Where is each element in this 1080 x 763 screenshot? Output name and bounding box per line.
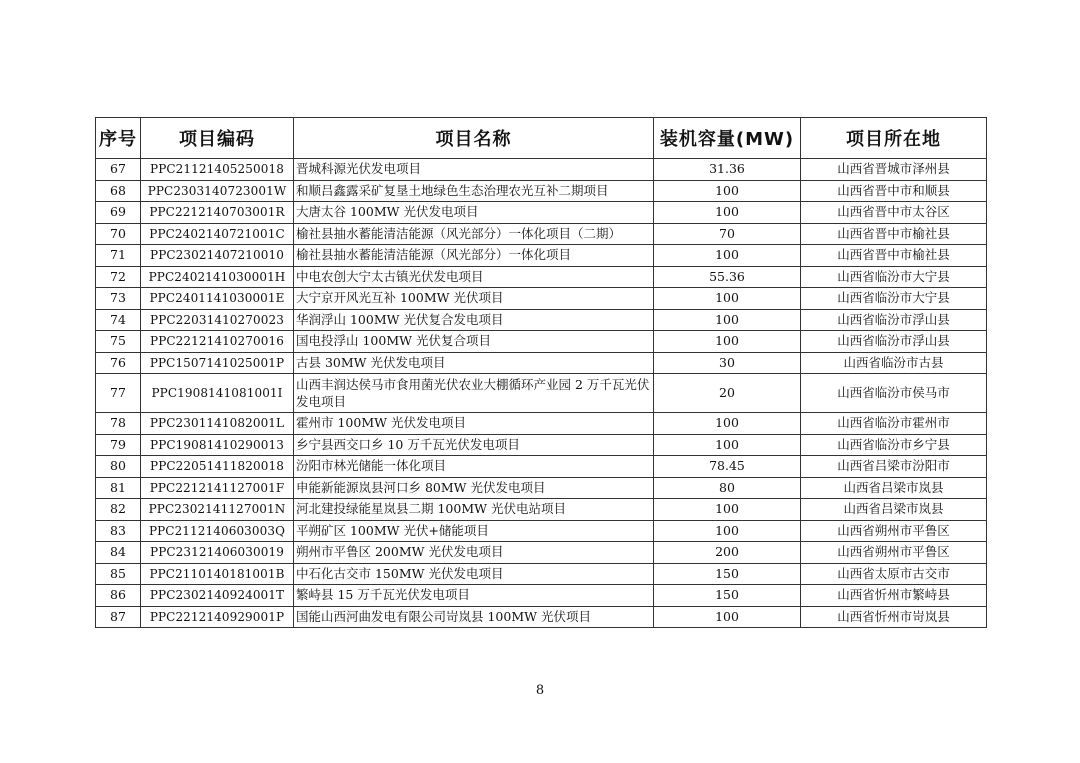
project-code: PPC21121405250018 bbox=[141, 159, 294, 181]
table-row bbox=[96, 309, 987, 331]
row-index: 71 bbox=[96, 245, 141, 267]
row-index: 68 bbox=[96, 180, 141, 202]
capacity: 100 bbox=[654, 288, 801, 310]
project-code: PPC2112140603003Q bbox=[141, 520, 294, 542]
capacity: 78.45 bbox=[654, 456, 801, 478]
project-name: 和顺吕鑫露采矿复垦土地绿色生态治理农光互补二期项目 bbox=[294, 180, 654, 202]
location: 山西省忻州市岢岚县 bbox=[801, 606, 987, 628]
project-code: PPC2401141030001E bbox=[141, 288, 294, 310]
table-row bbox=[96, 223, 987, 245]
row-index: 76 bbox=[96, 352, 141, 374]
capacity: 150 bbox=[654, 563, 801, 585]
project-name: 华润浮山 100MW 光伏复合发电项目 bbox=[294, 309, 654, 331]
project-code: PPC2212140929001P bbox=[141, 606, 294, 628]
table-row bbox=[96, 413, 987, 435]
location: 山西省朔州市平鲁区 bbox=[801, 542, 987, 564]
table-row bbox=[96, 606, 987, 628]
location: 山西省晋城市泽州县 bbox=[801, 159, 987, 181]
capacity: 100 bbox=[654, 606, 801, 628]
capacity: 100 bbox=[654, 309, 801, 331]
capacity: 55.36 bbox=[654, 266, 801, 288]
project-name: 大唐太谷 100MW 光伏发电项目 bbox=[294, 202, 654, 224]
location: 山西省临汾市大宁县 bbox=[801, 266, 987, 288]
project-code: PPC2303140723001W bbox=[141, 180, 294, 202]
table-row bbox=[96, 520, 987, 542]
location: 山西省临汾市侯马市 bbox=[801, 374, 987, 413]
capacity: 100 bbox=[654, 434, 801, 456]
project-table bbox=[95, 117, 987, 628]
project-name: 国电投浮山 100MW 光伏复合项目 bbox=[294, 331, 654, 353]
table-row bbox=[96, 542, 987, 564]
location: 山西省临汾市古县 bbox=[801, 352, 987, 374]
table-row bbox=[96, 288, 987, 310]
project-code: PPC2402141030001H bbox=[141, 266, 294, 288]
project-name: 中石化古交市 150MW 光伏发电项目 bbox=[294, 563, 654, 585]
location: 山西省临汾市浮山县 bbox=[801, 331, 987, 353]
row-index: 87 bbox=[96, 606, 141, 628]
capacity: 100 bbox=[654, 202, 801, 224]
location: 山西省晋中市榆社县 bbox=[801, 245, 987, 267]
project-code: PPC2302141127001N bbox=[141, 499, 294, 521]
project-code: PPC23121406030019 bbox=[141, 542, 294, 564]
project-code: PPC1507141025001P bbox=[141, 352, 294, 374]
table-row bbox=[96, 245, 987, 267]
row-index: 72 bbox=[96, 266, 141, 288]
row-index: 86 bbox=[96, 585, 141, 607]
capacity: 100 bbox=[654, 413, 801, 435]
project-name: 朔州市平鲁区 200MW 光伏发电项目 bbox=[294, 542, 654, 564]
project-name: 汾阳市林光储能一体化项目 bbox=[294, 456, 654, 478]
project-code: PPC19081410290013 bbox=[141, 434, 294, 456]
table-row bbox=[96, 202, 987, 224]
project-code: PPC23021407210010 bbox=[141, 245, 294, 267]
project-name: 山西丰润达侯马市食用菌光伏农业大棚循环产业园 2 万千瓦光伏发电项目 bbox=[294, 374, 654, 413]
project-code: PPC2302140924001T bbox=[141, 585, 294, 607]
capacity: 70 bbox=[654, 223, 801, 245]
capacity: 100 bbox=[654, 520, 801, 542]
location: 山西省晋中市太谷区 bbox=[801, 202, 987, 224]
row-index: 82 bbox=[96, 499, 141, 521]
table-row bbox=[96, 331, 987, 353]
capacity: 100 bbox=[654, 245, 801, 267]
project-name: 河北建投绿能星岚县二期 100MW 光伏电站项目 bbox=[294, 499, 654, 521]
project-code: PPC2212140703001R bbox=[141, 202, 294, 224]
location: 山西省晋中市榆社县 bbox=[801, 223, 987, 245]
project-name: 平朔矿区 100MW 光伏+储能项目 bbox=[294, 520, 654, 542]
row-index: 67 bbox=[96, 159, 141, 181]
capacity: 31.36 bbox=[654, 159, 801, 181]
project-code: PPC22031410270023 bbox=[141, 309, 294, 331]
location: 山西省忻州市繁峙县 bbox=[801, 585, 987, 607]
header-index: 序号 bbox=[96, 118, 141, 159]
project-code: PPC22051411820018 bbox=[141, 456, 294, 478]
table-row bbox=[96, 266, 987, 288]
project-name: 申能新能源岚县河口乡 80MW 光伏发电项目 bbox=[294, 477, 654, 499]
header-project-code: 项目编码 bbox=[141, 118, 294, 159]
project-name: 国能山西河曲发电有限公司岢岚县 100MW 光伏项目 bbox=[294, 606, 654, 628]
row-index: 83 bbox=[96, 520, 141, 542]
project-name: 晋城科源光伏发电项目 bbox=[294, 159, 654, 181]
project-name: 大宁京开风光互补 100MW 光伏项目 bbox=[294, 288, 654, 310]
row-index: 74 bbox=[96, 309, 141, 331]
table-row bbox=[96, 352, 987, 374]
location: 山西省吕梁市汾阳市 bbox=[801, 456, 987, 478]
table-row bbox=[96, 180, 987, 202]
row-index: 77 bbox=[96, 374, 141, 413]
row-index: 80 bbox=[96, 456, 141, 478]
location: 山西省临汾市霍州市 bbox=[801, 413, 987, 435]
project-name: 古县 30MW 光伏发电项目 bbox=[294, 352, 654, 374]
project-name: 乡宁县西交口乡 10 万千瓦光伏发电项目 bbox=[294, 434, 654, 456]
table-header-row bbox=[96, 118, 987, 159]
table-row bbox=[96, 563, 987, 585]
project-name: 榆社县抽水蓄能清洁能源（风光部分）一体化项目（二期） bbox=[294, 223, 654, 245]
project-code: PPC2301141082001L bbox=[141, 413, 294, 435]
location: 山西省临汾市大宁县 bbox=[801, 288, 987, 310]
location: 山西省吕梁市岚县 bbox=[801, 477, 987, 499]
page-number: 8 bbox=[535, 683, 545, 698]
capacity: 30 bbox=[654, 352, 801, 374]
location: 山西省朔州市平鲁区 bbox=[801, 520, 987, 542]
location: 山西省临汾市浮山县 bbox=[801, 309, 987, 331]
capacity: 20 bbox=[654, 374, 801, 413]
project-name: 中电农创大宁太古镇光伏发电项目 bbox=[294, 266, 654, 288]
table-row bbox=[96, 499, 987, 521]
table-row bbox=[96, 456, 987, 478]
project-code: PPC2402140721001C bbox=[141, 223, 294, 245]
table-row bbox=[96, 159, 987, 181]
table-row bbox=[96, 477, 987, 499]
project-name: 榆社县抽水蓄能清洁能源（风光部分）一体化项目 bbox=[294, 245, 654, 267]
capacity: 200 bbox=[654, 542, 801, 564]
capacity: 150 bbox=[654, 585, 801, 607]
header-location: 项目所在地 bbox=[801, 118, 987, 159]
row-index: 73 bbox=[96, 288, 141, 310]
row-index: 78 bbox=[96, 413, 141, 435]
project-code: PPC1908141081001I bbox=[141, 374, 294, 413]
project-code: PPC2110140181001B bbox=[141, 563, 294, 585]
row-index: 69 bbox=[96, 202, 141, 224]
location: 山西省晋中市和顺县 bbox=[801, 180, 987, 202]
header-capacity: 装机容量(MW) bbox=[654, 118, 801, 159]
row-index: 75 bbox=[96, 331, 141, 353]
table-row bbox=[96, 434, 987, 456]
table-body bbox=[96, 159, 987, 628]
project-code: PPC2212141127001F bbox=[141, 477, 294, 499]
row-index: 85 bbox=[96, 563, 141, 585]
row-index: 70 bbox=[96, 223, 141, 245]
row-index: 84 bbox=[96, 542, 141, 564]
location: 山西省太原市古交市 bbox=[801, 563, 987, 585]
capacity: 100 bbox=[654, 499, 801, 521]
capacity: 100 bbox=[654, 331, 801, 353]
project-code: PPC22121410270016 bbox=[141, 331, 294, 353]
row-index: 81 bbox=[96, 477, 141, 499]
header-project-name: 项目名称 bbox=[294, 118, 654, 159]
capacity: 80 bbox=[654, 477, 801, 499]
project-name: 霍州市 100MW 光伏发电项目 bbox=[294, 413, 654, 435]
table-row bbox=[96, 585, 987, 607]
row-index: 79 bbox=[96, 434, 141, 456]
location: 山西省吕梁市岚县 bbox=[801, 499, 987, 521]
project-name: 繁峙县 15 万千瓦光伏发电项目 bbox=[294, 585, 654, 607]
location: 山西省临汾市乡宁县 bbox=[801, 434, 987, 456]
table-row bbox=[96, 374, 987, 413]
capacity: 100 bbox=[654, 180, 801, 202]
